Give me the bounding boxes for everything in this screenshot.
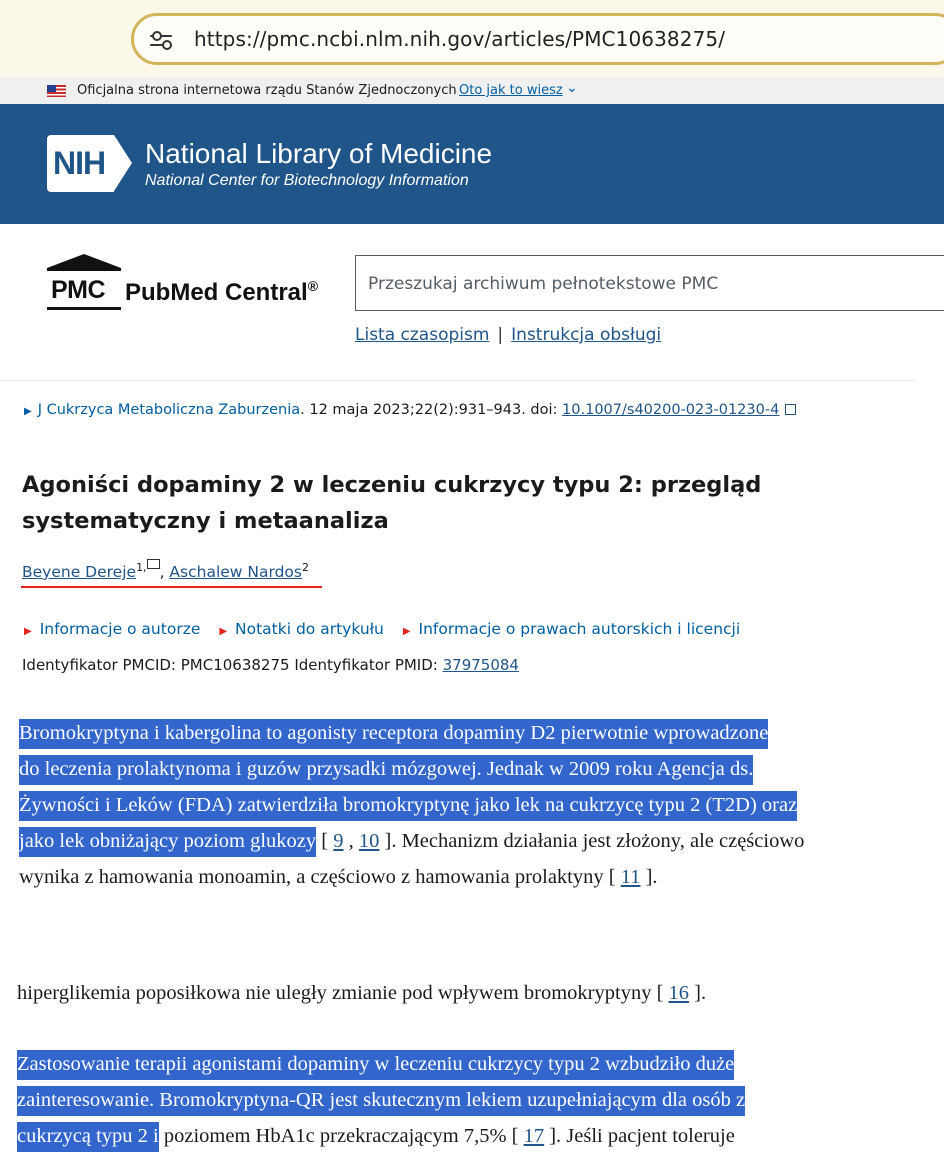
text: ]. Jeśli pacjent toleruje	[544, 1125, 735, 1147]
text: ].	[689, 982, 707, 1004]
journal-list-link[interactable]: Lista czasopism	[355, 325, 490, 345]
selected-text: jako lek obniżający poziom glukozy	[19, 827, 316, 857]
pmid-link[interactable]: 37975084	[442, 656, 519, 674]
pmc-logo-text: PMC	[51, 276, 106, 304]
author-separator: ,	[159, 563, 170, 582]
pmc-logo[interactable]	[47, 254, 347, 314]
author-affiliation[interactable]: 1,	[136, 561, 147, 574]
ids-label: Identyfikator PMCID: PMC10638275 Identyfikator PMID:	[22, 656, 443, 674]
pmc-header	[0, 224, 944, 380]
article-title: Agoniści dopaminy 2 w leczeniu cukrzycy typu 2: przegląd systematyczny i metaanaliza	[22, 472, 762, 534]
selected-text: Bromokryptyna i kabergolina to agonisty receptora dopaminy D2 pierwotnie wprowadzone	[19, 719, 768, 749]
citation	[24, 402, 796, 418]
selected-text: Zastosowanie terapii agonistami dopaminy w leczeniu cukrzycy typu 2 wzbudziło duże	[17, 1050, 734, 1080]
browser-address-bar	[0, 0, 944, 77]
building-roof-icon	[47, 254, 121, 268]
gov-banner	[0, 77, 944, 104]
email-icon[interactable]	[147, 559, 160, 569]
site-settings-icon[interactable]	[150, 30, 172, 50]
user-guide-link[interactable]: Instrukcja obsługi	[511, 325, 662, 345]
spellcheck-underline	[21, 586, 322, 588]
author-link[interactable]: Beyene Dereje	[22, 563, 137, 582]
text: ].	[640, 866, 658, 888]
reference-link[interactable]: 16	[668, 982, 690, 1004]
author-affiliation[interactable]: 2	[301, 561, 309, 574]
selected-text: Żywności i Leków (FDA) zatwierdziła bromokryptynę jako lek na cukrzycę typu 2 (T2D) oraz	[19, 791, 797, 821]
text: ]. Mechanizm działania jest złożony, ale częściowo	[379, 830, 805, 852]
pmc-name: PubMed Central®	[125, 278, 319, 306]
author-link[interactable]: Aschalew Nardos	[169, 563, 302, 582]
link-separator: |	[497, 325, 504, 345]
gov-banner-text: Oficjalna strona internetowa rządu Stanów Zjednoczonych	[77, 83, 457, 98]
article-ids	[22, 656, 519, 674]
triangle-right-icon: ▶	[24, 626, 32, 637]
triangle-right-icon[interactable]: ▶	[24, 406, 32, 417]
text: wynika z hamowania monoamin, a częściowo z hamowania prolaktyny [	[19, 866, 621, 888]
selected-text: zainteresowanie. Bromokryptyna-QR jest skutecznym lekiem uzupełniającym dla osób z	[17, 1086, 745, 1116]
reference-link[interactable]: 17	[523, 1125, 545, 1147]
external-link-icon	[785, 404, 796, 415]
reference-link[interactable]: 10	[358, 830, 380, 852]
nih-logo-text: NIH	[53, 145, 106, 181]
registered-mark: ®	[307, 278, 319, 294]
pmc-links	[355, 325, 661, 345]
article-notes-toggle[interactable]: ▶ Notatki do artykułu	[219, 620, 384, 638]
citation-details: . 12 maja 2023;22(2):931–943. doi:	[300, 402, 563, 418]
text: hiperglikemia poposiłkowa nie uległy zmianie pod wpływem bromokryptyny [	[17, 982, 669, 1004]
paragraph	[17, 1046, 745, 1154]
nih-logo[interactable]	[47, 135, 133, 192]
text: [	[316, 830, 334, 852]
journal-name[interactable]: J Cukrzyca Metaboliczna Zaburzenia	[37, 402, 301, 418]
gov-banner-link[interactable]: Oto jak to wiesz	[459, 83, 563, 98]
text: ,	[343, 830, 359, 852]
us-flag-icon	[47, 85, 66, 97]
reference-link[interactable]: 11	[620, 866, 641, 888]
paragraph	[19, 715, 804, 895]
paragraph	[17, 975, 706, 1011]
text: poziomem HbA1c przekraczającym 7,5% [	[158, 1125, 524, 1147]
chevron-down-icon[interactable]: ⌄	[566, 80, 578, 96]
author-list	[22, 561, 309, 581]
doi-link[interactable]: 10.1007/s40200-023-01230-4	[562, 402, 780, 418]
triangle-right-icon: ▶	[219, 626, 228, 637]
search-input[interactable]	[366, 256, 930, 312]
author-info-toggle[interactable]: ▶ Informacje o autorze	[24, 620, 201, 638]
url-text[interactable]: https://pmc.ncbi.nlm.nih.gov/articles/PMC10638275/	[194, 27, 726, 51]
article-meta-links	[24, 620, 754, 638]
nih-subtitle: National Center for Biotechnology Information	[145, 172, 469, 189]
copyright-info-toggle[interactable]: ▶ Informacje o prawach autorskich i licencji	[402, 620, 741, 638]
search-box	[355, 255, 944, 311]
nih-header	[0, 104, 944, 224]
reference-link[interactable]: 9	[333, 830, 344, 852]
nih-title[interactable]: National Library of Medicine	[145, 138, 493, 169]
triangle-right-icon: ▶	[402, 626, 411, 637]
selected-text: cukrzycą typu 2 i	[17, 1122, 159, 1152]
url-field[interactable]	[131, 13, 944, 65]
selected-text: do leczenia prolaktynoma i guzów przysadki mózgowej. Jednak w 2009 roku Agencja ds.	[19, 755, 753, 785]
